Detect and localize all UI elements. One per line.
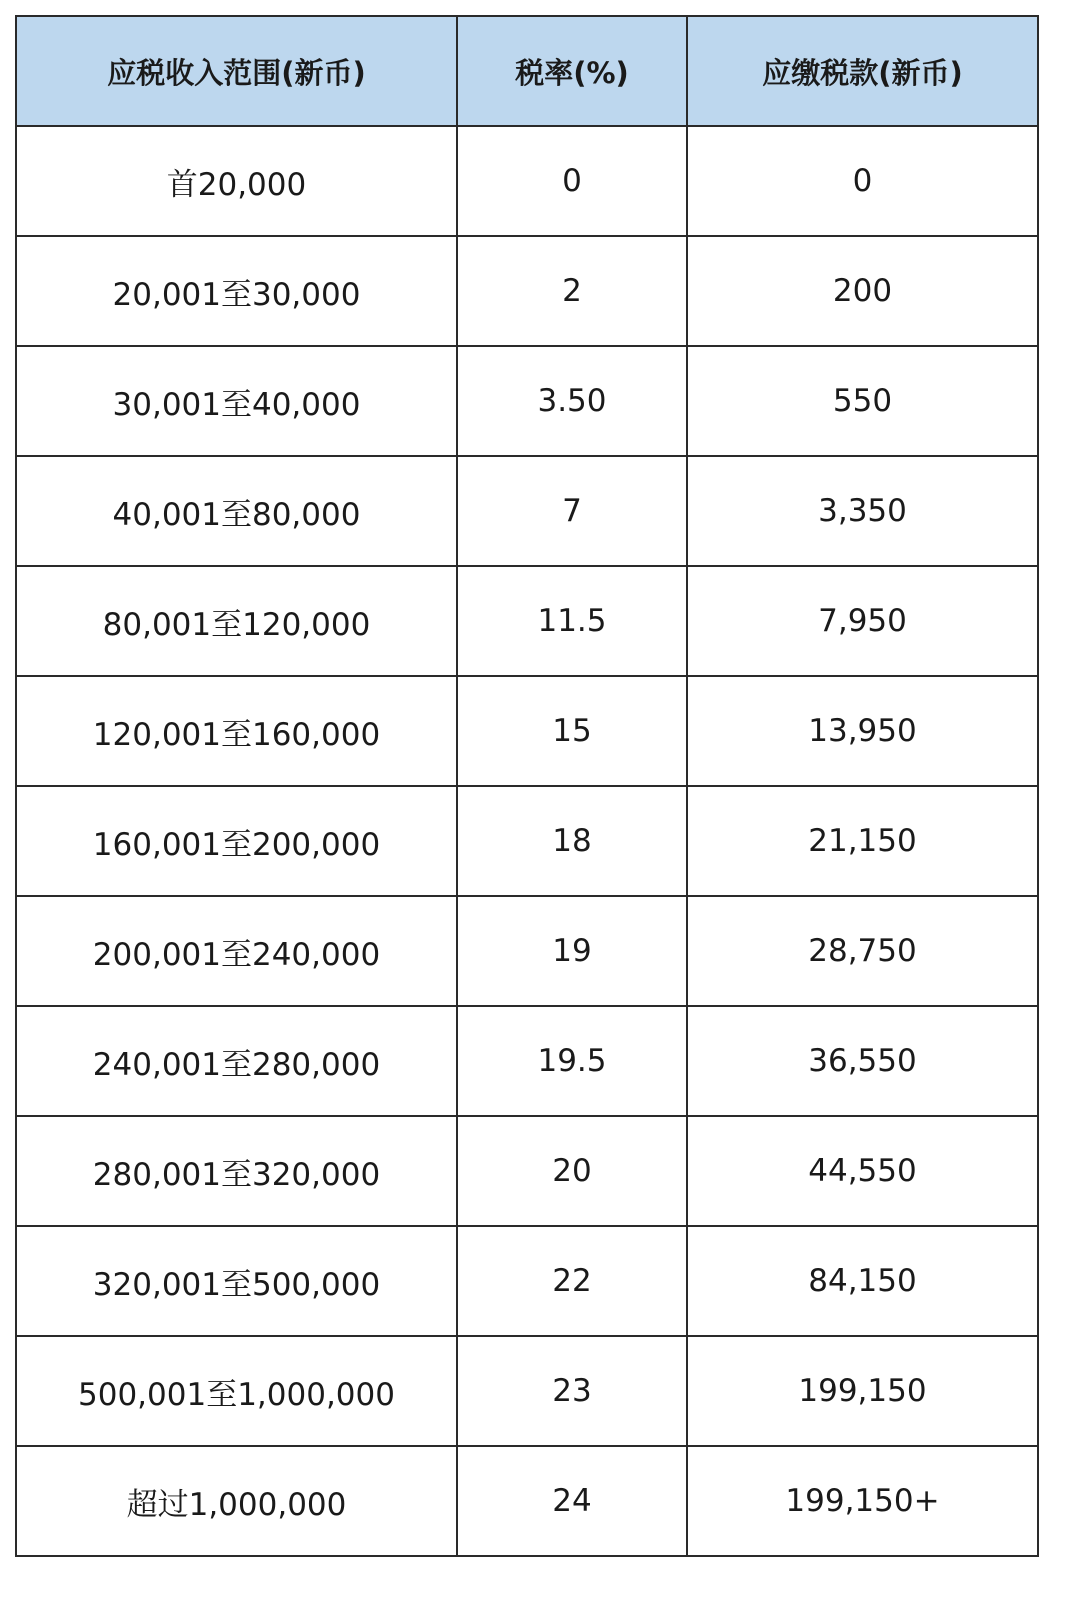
tax-rate-cell: 23 xyxy=(457,1336,687,1446)
tax-rate-cell: 11.5 xyxy=(457,566,687,676)
table-row xyxy=(16,896,1038,1006)
income-range-cell: 280,001至320,000 xyxy=(16,1116,457,1226)
table-row xyxy=(16,786,1038,896)
table-row xyxy=(16,1006,1038,1116)
income-range-cell: 20,001至30,000 xyxy=(16,236,457,346)
tax-rate-cell: 19.5 xyxy=(457,1006,687,1116)
table-row xyxy=(16,456,1038,566)
header-tax-rate: 税率(%) xyxy=(457,16,687,126)
tax-payable-cell: 36,550 xyxy=(687,1006,1038,1116)
table-row xyxy=(16,236,1038,346)
tax-rate-cell: 0 xyxy=(457,126,687,236)
table-row xyxy=(16,1446,1038,1556)
tax-rate-cell: 22 xyxy=(457,1226,687,1336)
tax-payable-cell: 13,950 xyxy=(687,676,1038,786)
table-row xyxy=(16,566,1038,676)
income-range-cell: 80,001至120,000 xyxy=(16,566,457,676)
income-range-cell: 30,001至40,000 xyxy=(16,346,457,456)
tax-rate-cell: 20 xyxy=(457,1116,687,1226)
table-row xyxy=(16,346,1038,456)
income-range-cell: 160,001至200,000 xyxy=(16,786,457,896)
tax-rate-cell: 24 xyxy=(457,1446,687,1556)
table-row xyxy=(16,1226,1038,1336)
income-range-cell: 超过1,000,000 xyxy=(16,1446,457,1556)
tax-payable-cell: 199,150+ xyxy=(687,1446,1038,1556)
tax-payable-cell: 0 xyxy=(687,126,1038,236)
header-income-range: 应税收入范围(新币) xyxy=(16,16,457,126)
tax-payable-cell: 28,750 xyxy=(687,896,1038,1006)
income-range-cell: 首20,000 xyxy=(16,126,457,236)
tax-rate-cell: 15 xyxy=(457,676,687,786)
header-tax-payable: 应缴税款(新币) xyxy=(687,16,1038,126)
header-row xyxy=(16,16,1038,126)
income-range-cell: 320,001至500,000 xyxy=(16,1226,457,1336)
tax-payable-cell: 44,550 xyxy=(687,1116,1038,1226)
table-row xyxy=(16,676,1038,786)
tax-payable-cell: 199,150 xyxy=(687,1336,1038,1446)
tax-payable-cell: 84,150 xyxy=(687,1226,1038,1336)
tax-rate-cell: 18 xyxy=(457,786,687,896)
tax-rate-cell: 19 xyxy=(457,896,687,1006)
tax-payable-cell: 550 xyxy=(687,346,1038,456)
income-range-cell: 200,001至240,000 xyxy=(16,896,457,1006)
tax-payable-cell: 21,150 xyxy=(687,786,1038,896)
income-range-cell: 240,001至280,000 xyxy=(16,1006,457,1116)
tax-rate-cell: 3.50 xyxy=(457,346,687,456)
tax-rate-table xyxy=(15,15,1039,1557)
income-range-cell: 40,001至80,000 xyxy=(16,456,457,566)
income-range-cell: 500,001至1,000,000 xyxy=(16,1336,457,1446)
tax-payable-cell: 7,950 xyxy=(687,566,1038,676)
table-row xyxy=(16,1116,1038,1226)
table-row xyxy=(16,1336,1038,1446)
table-row xyxy=(16,126,1038,236)
tax-rate-cell: 7 xyxy=(457,456,687,566)
tax-payable-cell: 200 xyxy=(687,236,1038,346)
income-range-cell: 120,001至160,000 xyxy=(16,676,457,786)
tax-payable-cell: 3,350 xyxy=(687,456,1038,566)
tax-rate-cell: 2 xyxy=(457,236,687,346)
